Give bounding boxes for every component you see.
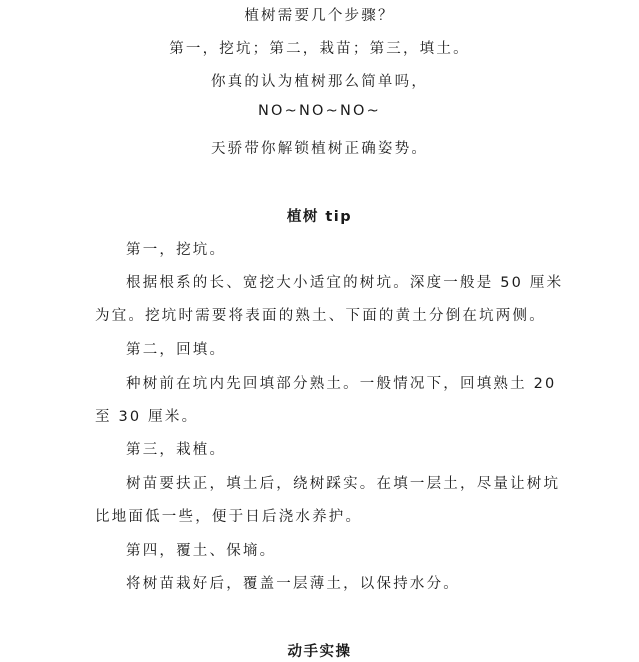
tip-heading: 植树 tip <box>286 209 353 225</box>
intro-question: 植树需要几个步骤？ <box>244 8 395 24</box>
step2-title: 第二，回填。 <box>126 342 227 358</box>
step1-title: 第一，挖坑。 <box>126 242 227 258</box>
step3-body-line2: 比地面低一些，便于日后浇水养护。 <box>95 509 363 525</box>
step4-body-line1: 将树苗栽好后，覆盖一层薄土，以保持水分。 <box>126 576 460 592</box>
step1-body-line2: 为宜。挖坑时需要将表面的熟土、下面的黄土分倒在坑两侧。 <box>95 308 546 324</box>
step2-body-line1: 种树前在坑内先回填部分熟土。一般情况下，回填熟土 20 <box>126 376 557 392</box>
intro-no: NO~NO~NO~ <box>257 103 382 119</box>
intro-unlock: 天骄带你解锁植树正确姿势。 <box>210 141 429 157</box>
step4-title: 第四，覆土、保墒。 <box>126 543 277 559</box>
intro-challenge: 你真的认为植树那么简单吗， <box>210 74 429 90</box>
step3-body-line1: 树苗要扶正，填土后，绕树踩实。在填一层土，尽量让树坑 <box>126 476 561 492</box>
intro-steps: 第一，挖坑；第二，栽苗；第三，填土。 <box>169 41 470 57</box>
practice-heading: 动手实操 <box>287 644 352 660</box>
step3-title: 第三，栽植。 <box>126 442 227 458</box>
step1-body-line1: 根据根系的长、宽挖大小适宜的树坑。深度一般是 50 厘米 <box>126 275 564 291</box>
step2-body-line2: 至 30 厘米。 <box>95 409 199 425</box>
